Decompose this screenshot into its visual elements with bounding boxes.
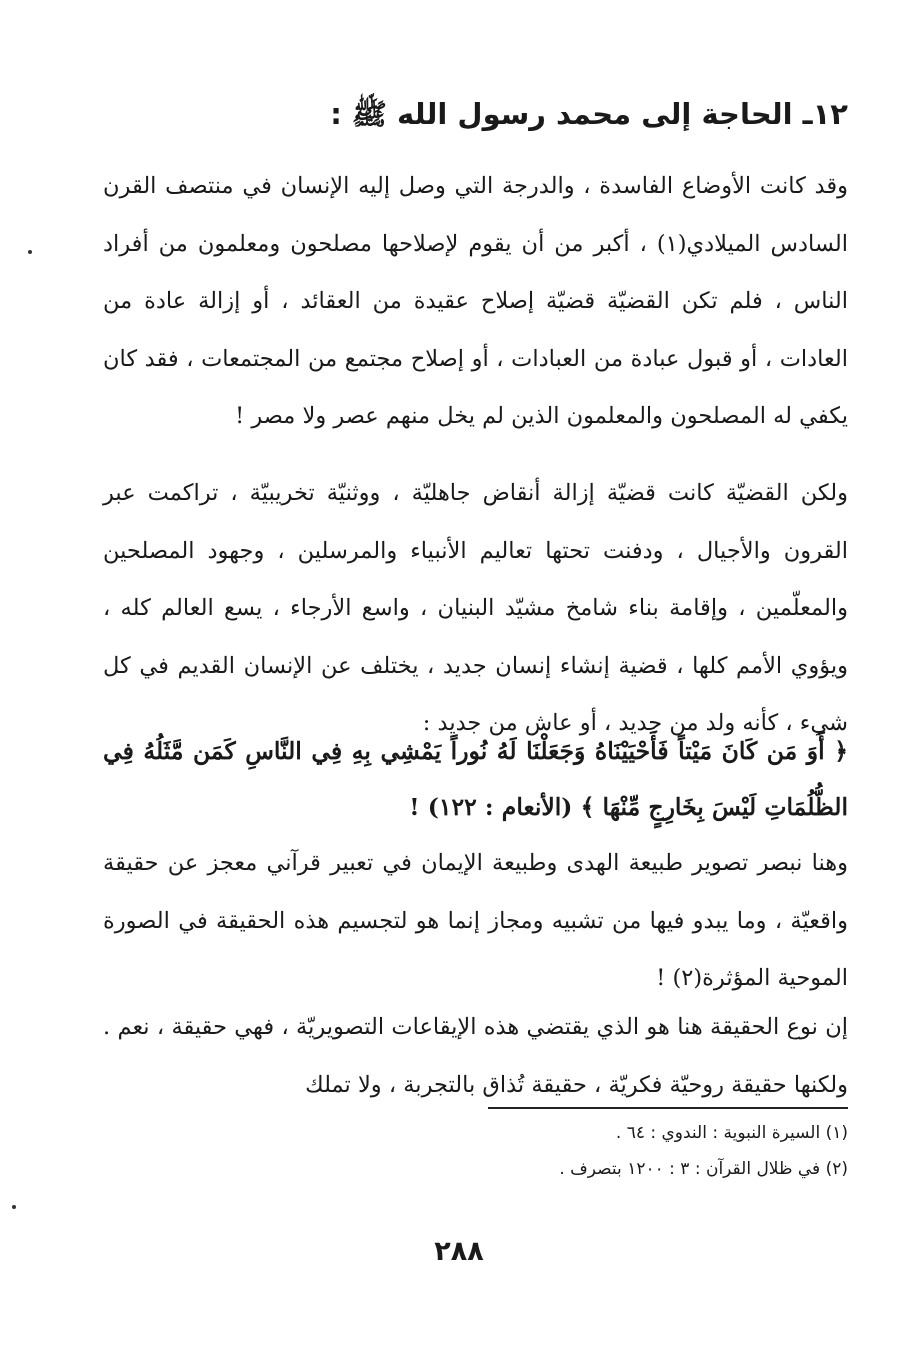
footnote-1: (١) السيرة النبوية : الندوي : ٦٤ . xyxy=(615,1123,848,1143)
section-heading: ١٢ـ الحاجة إلى محمد رسول الله ﷺ : xyxy=(330,97,848,131)
page-number: ٢٨٨ xyxy=(434,1236,484,1267)
paragraph-2: ولكن القضيّة كانت قضيّة إزالة أنقاض جاهليّة ، ووثنيّة تخريبيّة ، تراكمت عبر القرون والأجيال ، ودفنت تحتها تعاليم الأنبياء والمرسلين ، وجهود المصلحين والمعلّمين ، وإقامة بناء شامخ مشيّد البنيان ، واسع الأرجاء ، يسع العالم كله ، ويؤوي الأمم كلها ، قضية إنشاء إنسان جديد ، يختلف عن الإنسان القديم في كل شيء ، كأنه ولد من جديد ، أو عاش من جديد : xyxy=(103,480,848,736)
paragraph-3: وهنا نبصر تصوير طبيعة الهدى وطبيعة الإيمان في تعبير قرآني معجز عن حقيقة واقعيّة ، وما يبدو فيها من تشبيه ومجاز إنما هو لتجسيم هذه الحقيقة في الصورة الموحية المؤثرة(٢) ! xyxy=(103,850,848,991)
quran-verse: ﴿ أَوَ مَن كَانَ مَيْتاً فَأَحْيَيْنَاهُ وَجَعَلْنَا لَهُ نُوراً يَمْشِي بِهِ فِي النَّاسِ كَمَن مَّثَلُهُ فِي الظُّلُمَاتِ لَيْسَ بِخَارِجٍ مِّنْهَا ﴾ (الأنعام : ١٢٢) ! xyxy=(103,737,848,821)
paragraph-4: إن نوع الحقيقة هنا هو الذي يقتضي هذه الإيقاعات التصويريّة ، فهي حقيقة ، نعم . ولكنها حقيقة روحيّة فكريّة ، حقيقة تُذاق بالتجربة ، ولا تملك xyxy=(103,1014,848,1098)
footnote-2: (٢) في ظلال القرآن : ٣ : ١٢٠٠ بتصرف . xyxy=(559,1159,848,1179)
paragraph-1: وقد كانت الأوضاع الفاسدة ، والدرجة التي وصل إليه الإنسان في منتصف القرن السادس الميلادي(١) ، أكبر من أن يقوم لإصلاحها مصلحون ومعلمون من أفراد الناس ، فلم تكن القضيّة قضيّة إصلاح عقيدة من العقائد ، أو إزالة عادة من العادات ، أو قبول عبادة من العبادات ، أو إصلاح مجتمع من المجتمعات ، فقد كان يكفي له المصلحون والمعلمون الذين لم يخل منهم عصر ولا مصر ! xyxy=(103,173,848,429)
footnote-divider xyxy=(488,1107,848,1109)
scan-speck xyxy=(28,250,32,254)
scan-speck xyxy=(12,1205,16,1209)
footnotes xyxy=(88,1112,848,1184)
